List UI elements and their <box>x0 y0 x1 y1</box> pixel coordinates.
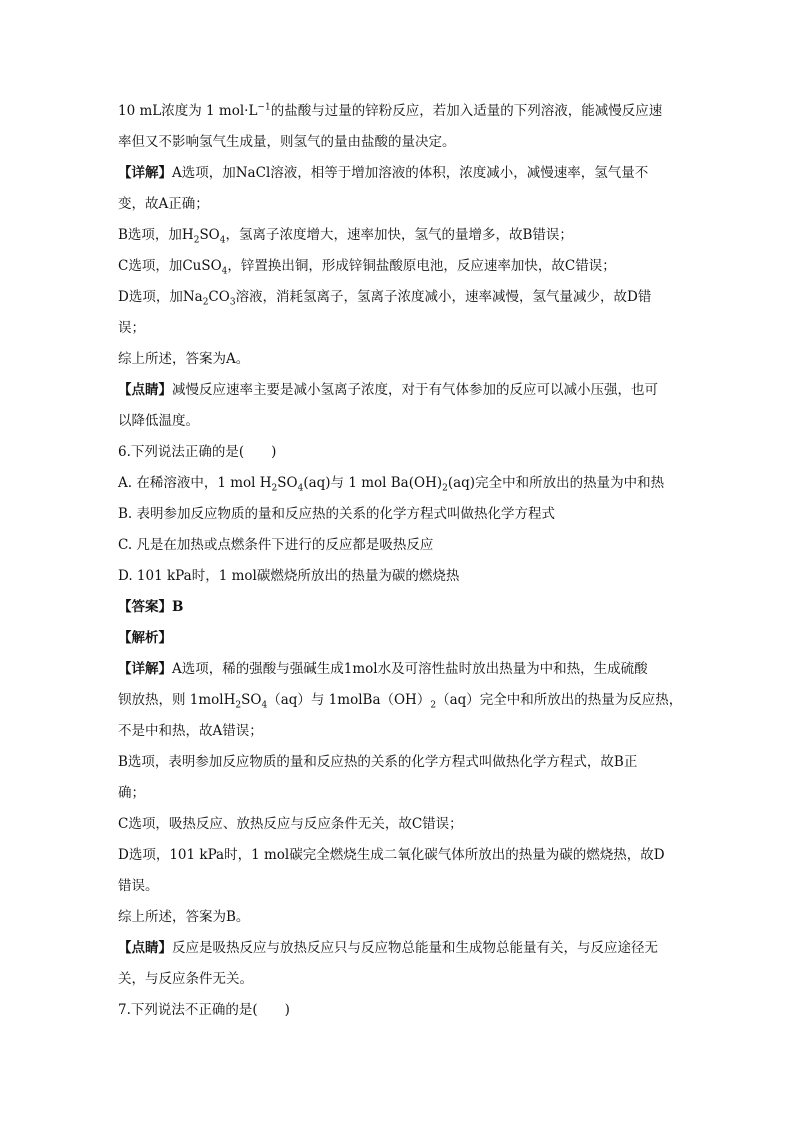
text-line: 10 mL浓度为 1 $mol\cdot L^{-1}$的盐酸与过量的锌粉反应，若加入适量的下列溶液，能减慢反应速 <box>118 102 663 119</box>
text-line: 不是中和热，故A错误； <box>118 723 263 739</box>
option-b: B. 表明参加反应物质的量和反应热的关系的化学方程式叫做热化学方程式 <box>118 506 556 522</box>
text-line: 确； <box>118 785 145 801</box>
text-line: 综上所述，答案为B。 <box>118 909 250 925</box>
text-line: D选项，101 kPa时，1 mol碳完全燃烧生成二氧化碳气体所放出的热量为碳的燃烧热，故D <box>118 847 665 863</box>
text-line: 以降低温度。 <box>118 413 199 429</box>
text-line: D选项，加$Na_2CO_3$溶液，消耗氢离子，氢离子浓度减小，速率减慢，氢气量减少，故D错 <box>118 289 652 308</box>
text-line: 率但又不影响氢气生成量，则氢气的量由盐酸的量决定。 <box>118 134 456 150</box>
option-a: A. 在稀溶液中，1 mol $H_2SO_4(aq)$与 1 mol $Ba(OH)_2(aq)$完全中和所放出的热量为中和热 <box>118 475 665 494</box>
text-line: B选项，加$H_2SO_4$，氢离子浓度增大，速率加快，氢气的量增多，故B错误； <box>118 227 573 246</box>
text-line: 变，故A正确； <box>118 196 209 212</box>
text-line: 【详解】A选项，加NaCl溶液，相等于增加溶液的体积，浓度减小，减慢速率，氢气量不 <box>118 165 649 181</box>
option-c: C. 凡是在加热或点燃条件下进行的反应都是吸热反应 <box>118 537 434 553</box>
text-line: 综上所述，答案为A。 <box>118 351 250 367</box>
text-line: 错误。 <box>118 878 159 894</box>
text-line: B选项，表明参加反应物质的量和反应热的关系的化学方程式叫做热化学方程式，故B正 <box>118 754 638 770</box>
text-line: C选项，加CuSO$_4$，锌置换出铜，形成锌铜盐酸原电池，反应速率加快，故C错误； <box>118 258 616 277</box>
text-line: 误； <box>118 320 145 336</box>
text-line: 钡放热，则 $1molH_2SO_4(aq)$与 $1molBa(OH)_2(aq)$完全中和所放出的热量为反应热， <box>118 692 683 711</box>
text-line: C选项，吸热反应、放热反应与反应条件无关，故C错误； <box>118 816 463 832</box>
text-line: 【点睛】减慢反应速率主要是减小氢离子浓度，对于有气体参加的反应可以减小压强，也可 <box>118 382 658 398</box>
analysis-label: 【解析】 <box>118 630 172 646</box>
text-line: 【点睛】反应是吸热反应与放热反应只与反应物总能量和生成物总能量有关，与反应途径无 <box>118 940 658 956</box>
answer-label: 【答案】B <box>118 599 184 615</box>
text-line: 关，与反应条件无关。 <box>118 971 253 987</box>
question-title: 7.下列说法不正确的是( ) <box>118 1002 290 1018</box>
section-label: 【详解】 <box>118 661 172 677</box>
section-label: 【点睛】 <box>118 382 172 398</box>
document-body <box>118 96 683 1026</box>
option-d: D. 101 kPa时，1 mol碳燃烧所放出的热量为碳的燃烧热 <box>118 568 460 584</box>
text-line: 【详解】A选项，稀的强酸与强碱生成1mol水及可溶性盐时放出热量为中和热，生成硫酸 <box>118 661 648 677</box>
section-label: 【点睛】 <box>118 940 172 956</box>
section-label: 【详解】 <box>118 165 172 181</box>
question-title: 6.下列说法正确的是( ) <box>118 444 277 460</box>
